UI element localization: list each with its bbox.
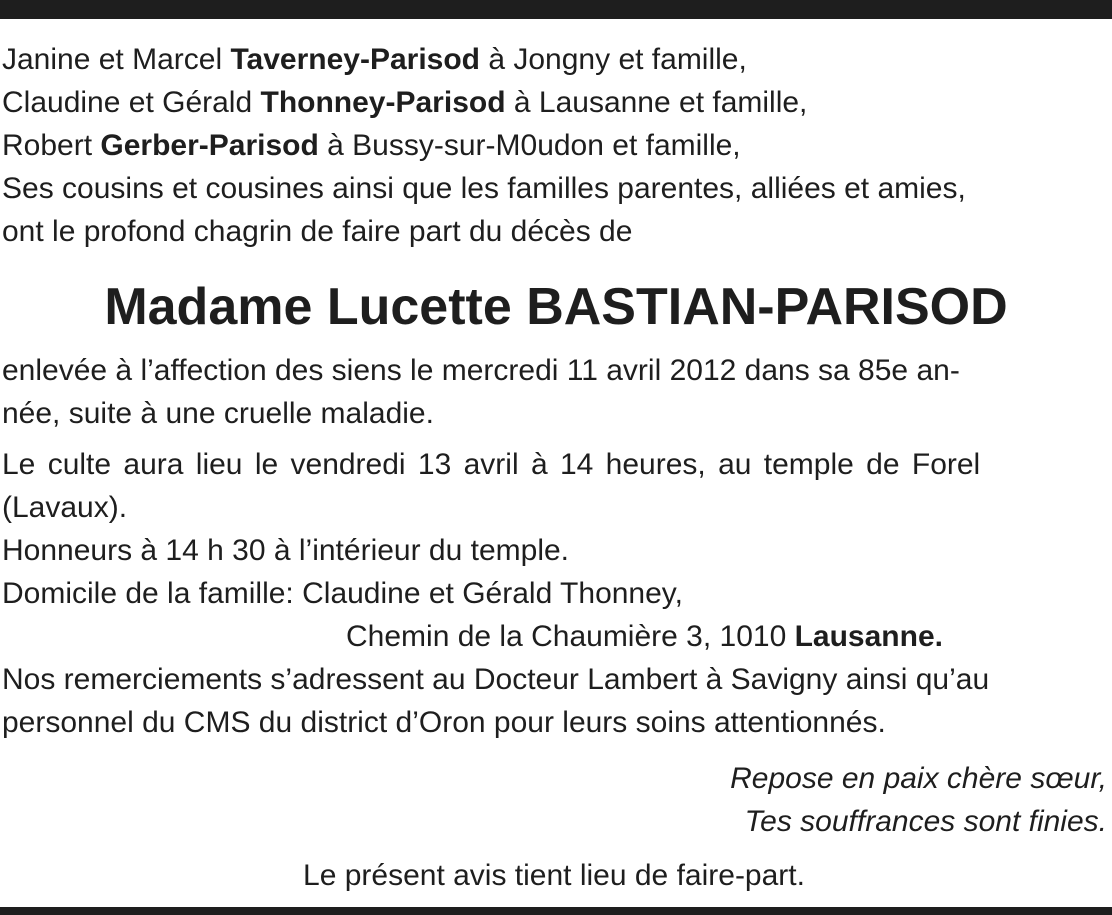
death-text-line-2: née, suite à une cruelle maladie.	[2, 397, 434, 430]
family-line-text: Janine et Marcel	[2, 43, 231, 76]
top-rule	[0, 0, 1112, 19]
ceremony-text-line-1: Le culte aura lieu le vendredi 13 avril à 14 heures, au temple de Forel	[2, 448, 981, 481]
obituary-notice	[2, 38, 1110, 897]
family-line-text: Robert	[2, 129, 101, 162]
poem	[2, 757, 1110, 843]
family-surname: Gerber-Parisod	[100, 129, 319, 162]
family-line-text: à Bussy-sur-M0udon et famille,	[318, 129, 741, 162]
family-line-thonney	[2, 81, 1110, 124]
family-surname: Thonney-Parisod	[260, 86, 506, 119]
domicile-city: Lausanne.	[794, 620, 943, 653]
relatives-line: Ses cousins et cousines ainsi que les familles parentes, alliées et amies,	[2, 172, 966, 205]
bottom-rule	[0, 907, 1112, 915]
family-line-text: à Lausanne et famille,	[505, 86, 808, 119]
footer-note: Le présent avis tient lieu de faire-part.	[303, 859, 805, 892]
thanks-text-line-2: personnel du CMS du district d’Oron pour leurs soins attentionnés.	[2, 706, 886, 739]
family-line-text: Claudine et Gérald	[2, 86, 261, 119]
deceased-name: Madame Lucette BASTIAN-PARISOD	[104, 278, 1008, 336]
thanks-text-line-1: Nos remerciements s’adressent au Docteur Lambert à Savigny ainsi qu’au	[2, 663, 990, 696]
death-text-line-1: enlevée à l’affection des siens le mercredi 11 avril 2012 dans sa 85e an-	[2, 354, 960, 387]
family-line-gerber	[2, 124, 1110, 167]
poem-line-2: Tes souffrances sont finies.	[744, 805, 1107, 838]
domicile-address-line	[2, 615, 1110, 658]
family-line-text: à Jongny et famille,	[480, 43, 747, 76]
domicile-street: Chemin de la Chaumière 3, 1010	[346, 620, 795, 653]
announce-line: ont le profond chagrin de faire part du décès de	[2, 215, 633, 248]
family-line-taverney	[2, 38, 1110, 81]
family-surname: Taverney-Parisod	[230, 43, 481, 76]
domicile-line	[2, 572, 1110, 615]
ceremony-text-line-2: (Lavaux).	[2, 491, 128, 524]
domicile-label: Domicile de la famille:	[2, 577, 303, 610]
poem-line-1: Repose en paix chère sœur,	[730, 762, 1107, 795]
honours-text: Honneurs à 14 h 30 à l’intérieur du temple.	[2, 534, 570, 567]
domicile-names: Claudine et Gérald Thonney,	[302, 577, 683, 610]
